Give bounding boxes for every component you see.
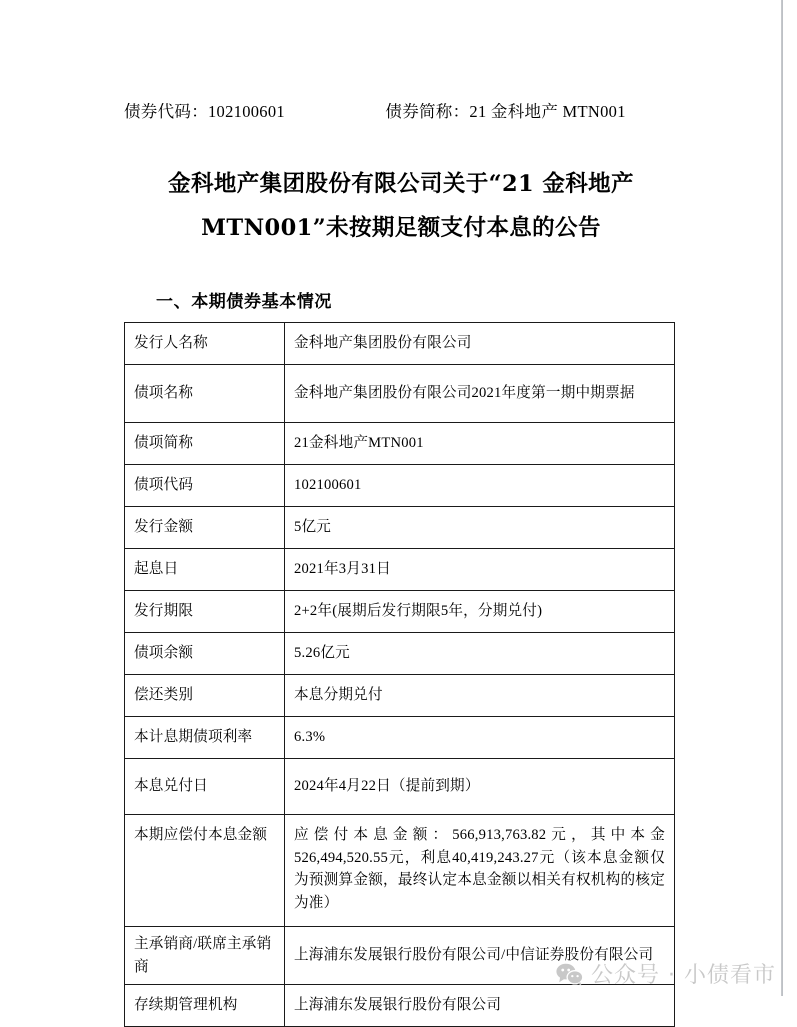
row-key: 发行人名称 (125, 323, 285, 365)
table-row (125, 591, 675, 633)
row-value: 102100601 (285, 465, 675, 507)
row-key: 债项名称 (125, 365, 285, 423)
row-key: 本息兑付日 (125, 759, 285, 815)
table-row (125, 423, 675, 465)
row-key: 债项代码 (125, 465, 285, 507)
row-value: 本息分期兑付 (285, 675, 675, 717)
row-value: 金科地产集团股份有限公司2021年度第一期中期票据 (285, 365, 675, 423)
row-value: 2021年3月31日 (285, 549, 675, 591)
row-value: 21金科地产MTN001 (285, 423, 675, 465)
table-row (125, 549, 675, 591)
wechat-watermark (556, 958, 776, 989)
page-title-line-2: MTN001”未按期足额支付本息的公告 (201, 215, 601, 241)
table-row (125, 633, 675, 675)
page-title-line-1: 金科地产集团股份有限公司关于“21 金科地产 (168, 171, 634, 197)
row-value: 上海浦东发展银行股份有限公司/中信证券股份有限公司 (285, 927, 675, 985)
table-row (125, 815, 675, 927)
table-row (125, 759, 675, 815)
row-key: 主承销商/联席主承销商 (125, 927, 285, 985)
row-key: 债项余额 (125, 633, 285, 675)
table-row (125, 323, 675, 365)
row-key: 发行期限 (125, 591, 285, 633)
bond-code-label: 债券代码：102100601 (124, 102, 285, 121)
bond-short-name-label: 债券简称：21 金科地产 MTN001 (385, 102, 626, 121)
row-value: 5亿元 (285, 507, 675, 549)
row-key: 存续期管理机构 (125, 985, 285, 1027)
wechat-watermark-text: 公众号 · 小债看市 (591, 963, 776, 988)
bond-info-table (124, 322, 675, 1027)
row-value: 上海浦东发展银行股份有限公司 (285, 985, 675, 1027)
row-key: 本计息期债项利率 (125, 717, 285, 759)
section-heading: 一、本期债券基本情况 (156, 292, 332, 312)
row-key: 发行金额 (125, 507, 285, 549)
row-value: 2024年4月22日（提前到期） (285, 759, 675, 815)
row-key: 起息日 (125, 549, 285, 591)
table-row (125, 717, 675, 759)
page-right-edge (781, 0, 783, 996)
row-key: 本期应偿付本息金额 (125, 815, 285, 927)
table-row (125, 675, 675, 717)
row-value: 2+2年(展期后发行期限5年，分期兑付) (285, 591, 675, 633)
row-value: 金科地产集团股份有限公司 (285, 323, 675, 365)
row-key: 偿还类别 (125, 675, 285, 717)
table-row (125, 985, 675, 1027)
page-title (106, 162, 696, 250)
table-row (125, 465, 675, 507)
wechat-icon (556, 962, 584, 986)
document-header-line (124, 100, 674, 123)
table-row (125, 507, 675, 549)
row-value: 5.26亿元 (285, 633, 675, 675)
row-key: 债项简称 (125, 423, 285, 465)
row-value: 6.3% (285, 717, 675, 759)
row-value: 应偿付本息金额：566,913,763.82元，其中本金526,494,520.55元，利息40,419,243.27元（该本息金额仅为预测算金额，最终认定本息金额以相关有权机构的核定为准） (285, 815, 675, 927)
table-row (125, 365, 675, 423)
